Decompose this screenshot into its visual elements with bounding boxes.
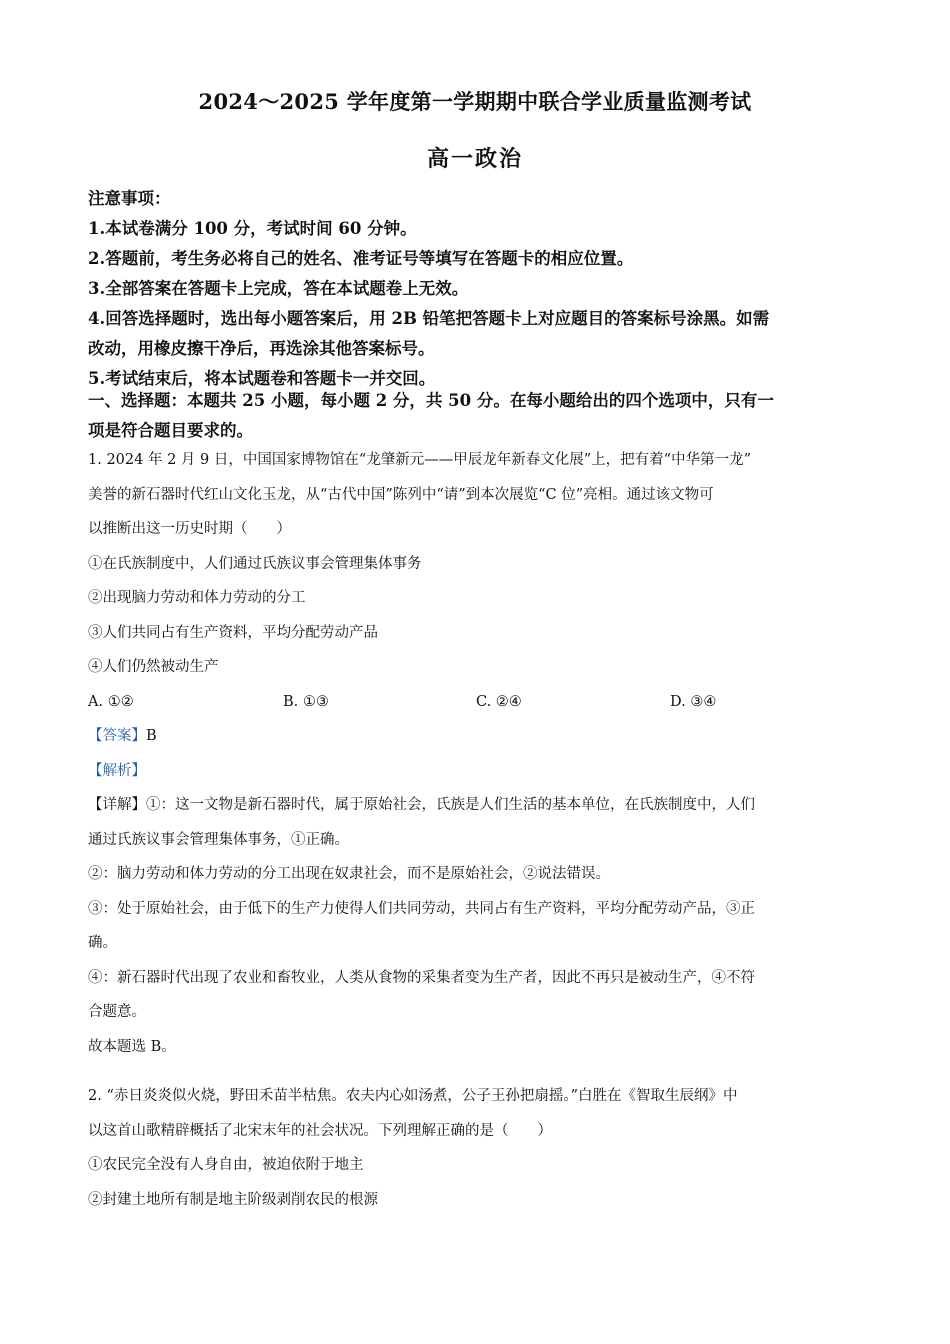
q1-detail-line: ④：新石器时代出现了农业和畜牧业，人类从食物的采集者变为生产者，因此不再只是被动生产，④不符 xyxy=(88,969,755,986)
section-line: 项是符合题目要求的。 xyxy=(88,421,253,440)
answer-tag: 【答案】 xyxy=(88,728,146,744)
q2-stem-line: 2. “赤日炎炎似火烧，野田禾苗半枯焦。农夫内心如汤煮，公子王孙把扇摇。”白胜在《智取生辰纲》中 xyxy=(88,1088,738,1104)
q1-statement: ③人们共同占有生产资料，平均分配劳动产品 xyxy=(88,624,378,641)
q1-detail-line: 合题意。 xyxy=(88,1004,146,1020)
notes-heading: 注意事项： xyxy=(88,189,171,208)
note-item: 2.答题前，考生务必将自己的姓名、准考证号等填写在答题卡的相应位置。 xyxy=(88,249,634,268)
q1-detail-line: ②：脑力劳动和体力劳动的分工出现在奴隶社会，而不是原始社会，②说法错误。 xyxy=(88,866,610,882)
q1-detail-line: 通过氏族议事会管理集体事务，①正确。 xyxy=(88,831,349,848)
q1-detail-line: 确。 xyxy=(88,935,117,951)
q1-answer xyxy=(88,719,868,754)
q1-stem-line: 1. 2024 年 2 月 9 日，中国国家博物馆在“龙肇新元——甲辰龙年新春文化展”上，把有着“中华第一龙” xyxy=(88,452,751,468)
note-item: 4.回答选择题时，选出每小题答案后，用 2B 铅笔把答题卡上对应题目的答案标号涂黑。如需 xyxy=(88,309,770,328)
q1-statement: ②出现脑力劳动和体力劳动的分工 xyxy=(88,590,306,606)
section-heading xyxy=(88,386,868,446)
q1-statement: ④人们仍然被动生产 xyxy=(88,659,219,675)
question-1 xyxy=(88,443,868,1064)
q1-stem-line: 美誉的新石器时代红山文化玉龙，从“古代中国”陈列中“请”到本次展览“C 位”亮相。通过该文物可 xyxy=(88,486,714,503)
q1-option-d: D. ③④ xyxy=(670,693,717,710)
analysis-tag: 【解析】 xyxy=(88,762,146,779)
answer-value: B xyxy=(146,728,157,744)
q2-stem-line: 以这首山歌精辟概括了北宋末年的社会状况。下列理解正确的是（ ） xyxy=(88,1122,552,1139)
section-line: 一、选择题：本题共 25 小题，每小题 2 分，共 50 分。在每小题给出的四个选项中，只有一 xyxy=(88,391,774,410)
q1-detail-line: ③：处于原始社会，由于低下的生产力使得人们共同劳动，共同占有生产资料，平均分配劳动产品，③正 xyxy=(88,900,755,917)
notes-block xyxy=(88,184,868,394)
note-item: 改动，用橡皮擦干净后，再选涂其他答案标号。 xyxy=(88,339,435,358)
q2-statement: ②封建土地所有制是地主阶级剥削农民的根源 xyxy=(88,1191,378,1208)
q1-detail-line: 【详解】①：这一文物是新石器时代，属于原始社会，氏族是人们生活的基本单位，在氏族制度中，人们 xyxy=(88,797,755,813)
q1-option-a: A. ①② xyxy=(88,693,134,710)
note-item: 3.全部答案在答题卡上完成，答在本试题卷上无效。 xyxy=(88,279,469,298)
q1-option-b: B. ①③ xyxy=(283,693,329,710)
q1-statement: ①在氏族制度中，人们通过氏族议事会管理集体事务 xyxy=(88,555,422,572)
question-2 xyxy=(88,1079,868,1217)
exam-title: 2024～2025 学年度第一学期期中联合学业质量监测考试 xyxy=(198,89,752,114)
subject-title: 高一政治 xyxy=(426,146,523,172)
q1-option-c: C. ②④ xyxy=(476,693,522,710)
q2-statement: ①农民完全没有人身自由，被迫依附于地主 xyxy=(88,1157,364,1173)
note-item: 5.考试结束后，将本试题卷和答题卡一并交回。 xyxy=(88,369,436,388)
q1-options xyxy=(88,685,868,720)
q1-stem-line: 以推断出这一历史时期（ ） xyxy=(88,521,291,537)
q1-detail-line: 故本题选 B。 xyxy=(88,1038,176,1055)
note-item: 1.本试卷满分 100 分，考试时间 60 分钟。 xyxy=(88,219,417,238)
